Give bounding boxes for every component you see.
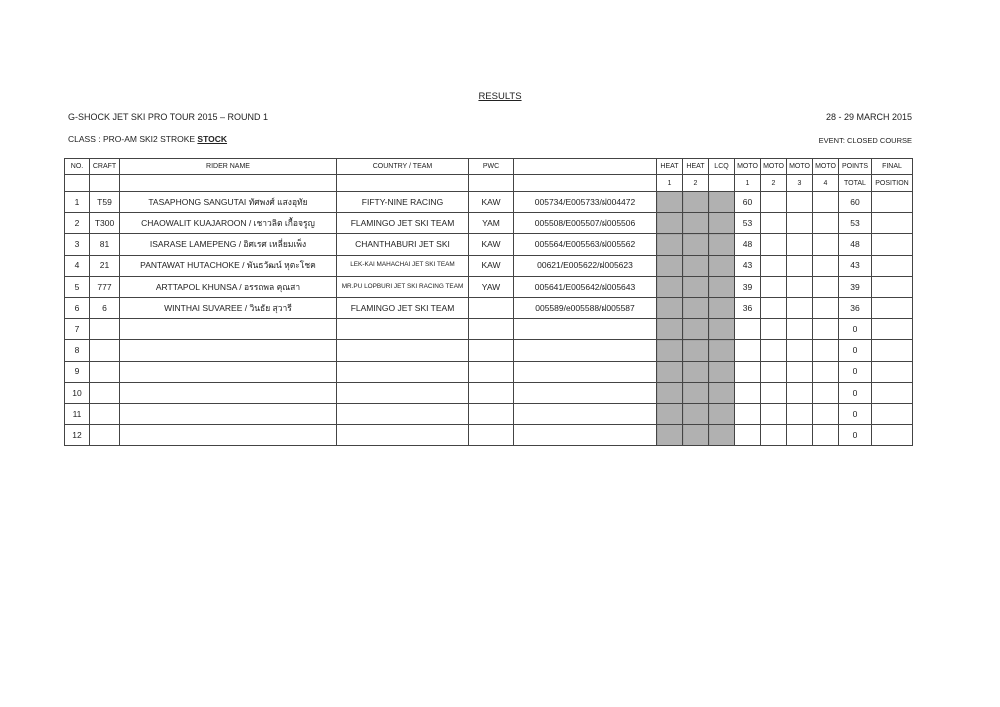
craft-number — [90, 361, 120, 382]
moto4-score — [813, 403, 839, 424]
col-moto4-sub: 4 — [813, 175, 839, 192]
craft-number — [90, 340, 120, 361]
registration-number: 005589/e005588/ฝ005587 — [514, 297, 657, 318]
col-registration-sub — [514, 175, 657, 192]
rider-name: CHAOWALIT KUAJAROON / เชาวลิต เกื้อจรูญ — [120, 213, 337, 234]
table-row — [65, 340, 913, 361]
final-position — [872, 403, 913, 424]
points-total: 53 — [839, 213, 872, 234]
craft-number: 777 — [90, 276, 120, 297]
pwc-make — [469, 425, 514, 446]
moto2-score — [761, 234, 787, 255]
heat2-cell — [683, 361, 709, 382]
final-position — [872, 213, 913, 234]
moto4-score — [813, 361, 839, 382]
craft-number — [90, 319, 120, 340]
registration-number — [514, 361, 657, 382]
lcq-cell — [709, 297, 735, 318]
pwc-make — [469, 403, 514, 424]
registration-number — [514, 382, 657, 403]
row-number: 6 — [65, 297, 90, 318]
rider-name — [120, 382, 337, 403]
table-row — [65, 213, 913, 234]
rider-name: ARTTAPOL KHUNSA / อรรถพล คุณสา — [120, 276, 337, 297]
moto3-score — [787, 213, 813, 234]
registration-number — [514, 340, 657, 361]
final-position — [872, 192, 913, 213]
moto2-score — [761, 361, 787, 382]
row-number: 12 — [65, 425, 90, 446]
moto4-score — [813, 340, 839, 361]
points-total: 0 — [839, 361, 872, 382]
row-number: 9 — [65, 361, 90, 382]
col-registration — [514, 159, 657, 175]
registration-number: 00621/E005622/ฝ005623 — [514, 255, 657, 276]
class-line — [68, 134, 227, 144]
pwc-make — [469, 340, 514, 361]
moto1-score — [735, 403, 761, 424]
points-total: 0 — [839, 382, 872, 403]
col-final-sub: POSITION — [872, 175, 913, 192]
col-moto3: MOTO — [787, 159, 813, 175]
col-heat2-sub: 2 — [683, 175, 709, 192]
moto3-score — [787, 255, 813, 276]
moto2-score — [761, 276, 787, 297]
rider-name — [120, 403, 337, 424]
moto1-score: 60 — [735, 192, 761, 213]
heat2-cell — [683, 382, 709, 403]
col-rider-sub — [120, 175, 337, 192]
col-moto2: MOTO — [761, 159, 787, 175]
registration-number: 005564/E005563/ฝ005562 — [514, 234, 657, 255]
heat1-cell — [657, 213, 683, 234]
heat2-cell — [683, 319, 709, 340]
moto4-score — [813, 234, 839, 255]
team-name: FIFTY-NINE RACING — [337, 192, 469, 213]
lcq-cell — [709, 319, 735, 340]
team-name: MR.PU LOPBURI JET SKI RACING TEAM — [337, 276, 469, 297]
registration-number: 005641/E005642/ฝ005643 — [514, 276, 657, 297]
pwc-make: YAM — [469, 213, 514, 234]
event-type: EVENT: CLOSED COURSE — [818, 136, 912, 145]
craft-number: 21 — [90, 255, 120, 276]
moto4-score — [813, 255, 839, 276]
final-position — [872, 382, 913, 403]
team-name: FLAMINGO JET SKI TEAM — [337, 213, 469, 234]
heat1-cell — [657, 403, 683, 424]
final-position — [872, 276, 913, 297]
team-name — [337, 340, 469, 361]
moto1-score: 48 — [735, 234, 761, 255]
heat2-cell — [683, 276, 709, 297]
moto1-score — [735, 319, 761, 340]
craft-number: 6 — [90, 297, 120, 318]
row-number: 10 — [65, 382, 90, 403]
final-position — [872, 255, 913, 276]
moto4-score — [813, 276, 839, 297]
heat1-cell — [657, 425, 683, 446]
lcq-cell — [709, 192, 735, 213]
team-name — [337, 319, 469, 340]
craft-number — [90, 403, 120, 424]
pwc-make: YAW — [469, 276, 514, 297]
points-total: 0 — [839, 319, 872, 340]
table-row — [65, 192, 913, 213]
heat2-cell — [683, 255, 709, 276]
craft-number — [90, 425, 120, 446]
col-lcq-sub — [709, 175, 735, 192]
row-number: 4 — [65, 255, 90, 276]
results-table — [64, 158, 913, 446]
moto1-score — [735, 425, 761, 446]
col-pwc: PWC — [469, 159, 514, 175]
table-row — [65, 403, 913, 424]
table-row — [65, 425, 913, 446]
moto1-score: 53 — [735, 213, 761, 234]
moto4-score — [813, 382, 839, 403]
moto2-score — [761, 382, 787, 403]
team-name — [337, 425, 469, 446]
col-no: NO. — [65, 159, 90, 175]
rider-name — [120, 425, 337, 446]
col-moto3-sub: 3 — [787, 175, 813, 192]
pwc-make — [469, 319, 514, 340]
points-total: 0 — [839, 403, 872, 424]
team-name: FLAMINGO JET SKI TEAM — [337, 297, 469, 318]
craft-number: T300 — [90, 213, 120, 234]
lcq-cell — [709, 234, 735, 255]
lcq-cell — [709, 382, 735, 403]
moto2-score — [761, 319, 787, 340]
table-row — [65, 297, 913, 318]
class-stock: STOCK — [197, 134, 228, 144]
moto4-score — [813, 319, 839, 340]
rider-name — [120, 319, 337, 340]
moto4-score — [813, 213, 839, 234]
heat2-cell — [683, 403, 709, 424]
lcq-cell — [709, 425, 735, 446]
heat1-cell — [657, 192, 683, 213]
moto4-score — [813, 192, 839, 213]
page-title: RESULTS — [478, 91, 522, 102]
col-no-sub — [65, 175, 90, 192]
heat1-cell — [657, 234, 683, 255]
moto3-score — [787, 297, 813, 318]
moto2-score — [761, 403, 787, 424]
heat1-cell — [657, 276, 683, 297]
heat2-cell — [683, 340, 709, 361]
lcq-cell — [709, 213, 735, 234]
moto2-score — [761, 425, 787, 446]
pwc-make: KAW — [469, 192, 514, 213]
row-number: 3 — [65, 234, 90, 255]
lcq-cell — [709, 340, 735, 361]
team-name — [337, 361, 469, 382]
points-total: 0 — [839, 340, 872, 361]
registration-number — [514, 425, 657, 446]
points-total: 43 — [839, 255, 872, 276]
row-number: 1 — [65, 192, 90, 213]
col-heat1: HEAT — [657, 159, 683, 175]
heat1-cell — [657, 340, 683, 361]
col-heat1-sub: 1 — [657, 175, 683, 192]
registration-number — [514, 403, 657, 424]
final-position — [872, 361, 913, 382]
lcq-cell — [709, 276, 735, 297]
pwc-make — [469, 361, 514, 382]
col-final: FINAL — [872, 159, 913, 175]
moto2-score — [761, 213, 787, 234]
col-craft: CRAFT — [90, 159, 120, 175]
table-row — [65, 361, 913, 382]
registration-number — [514, 319, 657, 340]
rider-name — [120, 340, 337, 361]
class-label: CLASS : PRO-AM SKI2 STROKE — [68, 134, 198, 144]
moto1-score — [735, 361, 761, 382]
col-points: POINTS — [839, 159, 872, 175]
table-row — [65, 382, 913, 403]
moto2-score — [761, 297, 787, 318]
moto3-score — [787, 382, 813, 403]
craft-number — [90, 382, 120, 403]
final-position — [872, 340, 913, 361]
row-number: 5 — [65, 276, 90, 297]
rider-name: WINTHAI SUVAREE / วินธัย สุวารี — [120, 297, 337, 318]
col-points-sub: TOTAL — [839, 175, 872, 192]
event-dates: 28 - 29 MARCH 2015 — [825, 112, 912, 122]
col-lcq: LCQ — [709, 159, 735, 175]
points-total: 0 — [839, 425, 872, 446]
row-number: 8 — [65, 340, 90, 361]
pwc-make — [469, 297, 514, 318]
pwc-make: KAW — [469, 255, 514, 276]
points-total: 60 — [839, 192, 872, 213]
final-position — [872, 319, 913, 340]
moto3-score — [787, 234, 813, 255]
registration-number: 005734/E005733/ฝ004472 — [514, 192, 657, 213]
lcq-cell — [709, 255, 735, 276]
heat2-cell — [683, 213, 709, 234]
team-name: LEK-KAI MAHACHAI JET SKI TEAM — [337, 255, 469, 276]
moto1-score: 43 — [735, 255, 761, 276]
team-name: CHANTHABURI JET SKI — [337, 234, 469, 255]
final-position — [872, 297, 913, 318]
col-rider: RIDER NAME — [120, 159, 337, 175]
moto3-score — [787, 276, 813, 297]
craft-number: 81 — [90, 234, 120, 255]
team-name — [337, 382, 469, 403]
rider-name: PANTAWAT HUTACHOKE / พันธวัฒน์ หุตะโชค — [120, 255, 337, 276]
event-name: G-SHOCK JET SKI PRO TOUR 2015 – ROUND 1 — [68, 112, 269, 122]
moto1-score — [735, 340, 761, 361]
moto3-score — [787, 340, 813, 361]
moto4-score — [813, 425, 839, 446]
table-row — [65, 276, 913, 297]
heat2-cell — [683, 192, 709, 213]
row-number: 2 — [65, 213, 90, 234]
col-team: COUNTRY / TEAM — [337, 159, 469, 175]
moto3-score — [787, 319, 813, 340]
moto2-score — [761, 192, 787, 213]
moto1-score: 36 — [735, 297, 761, 318]
team-name — [337, 403, 469, 424]
moto3-score — [787, 192, 813, 213]
heat2-cell — [683, 297, 709, 318]
moto1-score: 39 — [735, 276, 761, 297]
pwc-make: KAW — [469, 234, 514, 255]
moto2-score — [761, 255, 787, 276]
rider-name — [120, 361, 337, 382]
moto3-score — [787, 425, 813, 446]
moto2-score — [761, 340, 787, 361]
col-moto1-sub: 1 — [735, 175, 761, 192]
row-number: 7 — [65, 319, 90, 340]
final-position — [872, 234, 913, 255]
points-total: 39 — [839, 276, 872, 297]
col-moto4: MOTO — [813, 159, 839, 175]
col-team-sub — [337, 175, 469, 192]
moto4-score — [813, 297, 839, 318]
heat1-cell — [657, 361, 683, 382]
col-heat2: HEAT — [683, 159, 709, 175]
moto3-score — [787, 403, 813, 424]
col-pwc-sub — [469, 175, 514, 192]
heat1-cell — [657, 382, 683, 403]
lcq-cell — [709, 403, 735, 424]
table-row — [65, 255, 913, 276]
heat1-cell — [657, 255, 683, 276]
heat2-cell — [683, 234, 709, 255]
registration-number: 005508/E005507/ฝ005506 — [514, 213, 657, 234]
moto1-score — [735, 382, 761, 403]
pwc-make — [469, 382, 514, 403]
lcq-cell — [709, 361, 735, 382]
rider-name: TASAPHONG SANGUTAI ทัศพงศ์ แสงอุทัย — [120, 192, 337, 213]
col-moto2-sub: 2 — [761, 175, 787, 192]
points-total: 36 — [839, 297, 872, 318]
final-position — [872, 425, 913, 446]
col-craft-sub — [90, 175, 120, 192]
heat1-cell — [657, 297, 683, 318]
table-row — [65, 319, 913, 340]
heat1-cell — [657, 319, 683, 340]
rider-name: ISARASE LAMEPENG / อิศเรศ เหลี่ยมเพ็ง — [120, 234, 337, 255]
points-total: 48 — [839, 234, 872, 255]
row-number: 11 — [65, 403, 90, 424]
craft-number: T59 — [90, 192, 120, 213]
col-moto1: MOTO — [735, 159, 761, 175]
moto3-score — [787, 361, 813, 382]
heat2-cell — [683, 425, 709, 446]
table-row — [65, 234, 913, 255]
